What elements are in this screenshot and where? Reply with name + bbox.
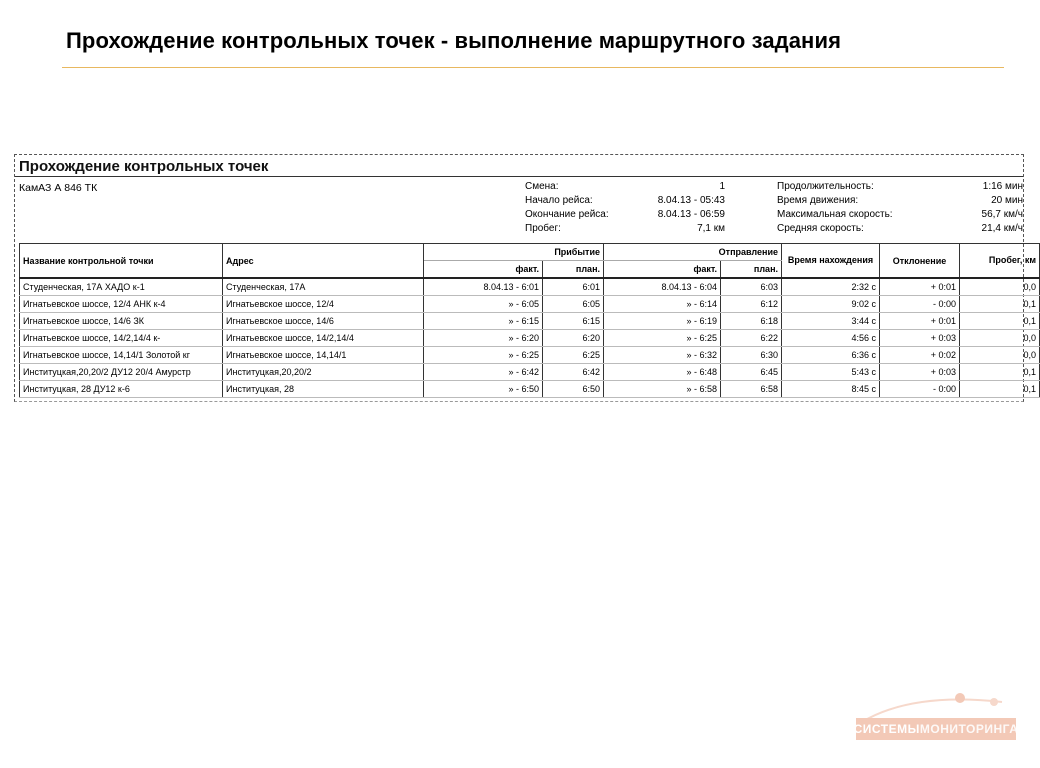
cell-stay: 3:44 с [782,313,880,330]
cell-deviation: + 0:01 [880,278,960,296]
cell-deviation: + 0:01 [880,313,960,330]
info-label: Продолжительность: [777,181,874,192]
cell-stay: 2:32 с [782,278,880,296]
cell-deviation: + 0:03 [880,364,960,381]
info-value: 1 [719,181,725,192]
cell-address: Игнатьевское шоссе, 14/6 [223,313,424,330]
cell-arrival-fact: » - 6:50 [424,381,543,398]
cell-departure-fact: » - 6:19 [604,313,721,330]
cell-mileage: 0,1 [960,381,1040,398]
logo-wordmark [853,718,1019,740]
title-divider [62,67,1004,68]
cell-name: Студенческая, 17А ХАДО к-1 [20,278,223,296]
cell-arrival-plan: 6:15 [543,313,604,330]
col-header-name: Название контрольной точки [20,244,223,279]
cell-deviation: + 0:02 [880,347,960,364]
info-row-start [525,194,725,208]
cell-departure-fact: » - 6:58 [604,381,721,398]
col-header-address: Адрес [223,244,424,279]
cell-deviation: - 0:00 [880,381,960,398]
cell-arrival-plan: 6:25 [543,347,604,364]
table-row [20,347,1040,364]
col-header-departure: Отправление [604,244,782,261]
cell-departure-plan: 6:22 [721,330,782,347]
table-row [20,364,1040,381]
cell-mileage: 0,1 [960,313,1040,330]
col-header-departure-plan: план. [721,261,782,279]
info-value: 8.04.13 - 05:43 [657,195,725,206]
cell-name: Игнатьевское шоссе, 12/4 АНК к-4 [20,296,223,313]
trip-info-right [777,180,1023,236]
cell-arrival-fact: » - 6:25 [424,347,543,364]
cell-mileage: 0,0 [960,347,1040,364]
cell-address: Студенческая, 17А [223,278,424,296]
info-value: 56,7 км/ч [981,209,1023,220]
cell-name: Институцкая, 28 ДУ12 к-6 [20,381,223,398]
cell-deviation: - 0:00 [880,296,960,313]
cell-arrival-fact: » - 6:05 [424,296,543,313]
cell-arrival-fact: 8.04.13 - 6:01 [424,278,543,296]
col-header-deviation: Отклонение [880,244,960,279]
cell-departure-fact: » - 6:25 [604,330,721,347]
cell-arrival-plan: 6:20 [543,330,604,347]
cell-arrival-fact: » - 6:15 [424,313,543,330]
cell-name: Игнатьевское шоссе, 14/2,14/4 к- [20,330,223,347]
info-row-moving-time [777,194,1023,208]
info-value: 7,1 км [697,223,725,234]
cell-stay: 8:45 с [782,381,880,398]
cell-departure-plan: 6:18 [721,313,782,330]
info-row-max-speed [777,208,1023,222]
report-title: Прохождение контрольных точек [19,158,269,175]
col-header-stay: Время нахождения [782,244,880,279]
report-title-divider [15,176,1023,177]
info-row-avg-speed [777,222,1023,236]
trip-info-left [525,180,725,236]
cell-arrival-plan: 6:50 [543,381,604,398]
info-label: Максимальная скорость: [777,209,893,220]
cell-arrival-plan: 6:05 [543,296,604,313]
info-row-end [525,208,725,222]
logo-word-2: МОНИТОРИНГА [919,722,1019,736]
info-row-duration [777,180,1023,194]
info-label: Пробег: [525,223,561,234]
cell-departure-fact: » - 6:32 [604,347,721,364]
info-value: 8.04.13 - 06:59 [657,209,725,220]
col-header-arrival-fact: факт. [424,261,543,279]
info-row-shift [525,180,725,194]
cell-stay: 9:02 с [782,296,880,313]
cell-mileage: 0,0 [960,330,1040,347]
info-label: Начало рейса: [525,195,593,206]
cell-arrival-fact: » - 6:20 [424,330,543,347]
info-value: 21,4 км/ч [981,223,1023,234]
table-row [20,381,1040,398]
cell-mileage: 0,1 [960,364,1040,381]
table-row [20,296,1040,313]
col-header-arrival-plan: план. [543,261,604,279]
cell-arrival-plan: 6:42 [543,364,604,381]
cell-departure-plan: 6:45 [721,364,782,381]
cell-stay: 6:36 с [782,347,880,364]
col-header-departure-fact: факт. [604,261,721,279]
cell-address: Институцкая,20,20/2 [223,364,424,381]
cell-departure-plan: 6:58 [721,381,782,398]
cell-address: Институцкая, 28 [223,381,424,398]
cell-departure-plan: 6:30 [721,347,782,364]
cell-arrival-fact: » - 6:42 [424,364,543,381]
table-row [20,278,1040,296]
cell-mileage: 0,1 [960,296,1040,313]
report-panel [14,154,1037,402]
vehicle-name: КамАЗ А 846 ТК [19,182,98,194]
info-row-mileage [525,222,725,236]
cell-departure-fact: » - 6:48 [604,364,721,381]
info-label: Окончание рейса: [525,209,609,220]
cell-address: Игнатьевское шоссе, 12/4 [223,296,424,313]
info-value: 20 мин [991,195,1023,206]
info-label: Время движения: [777,195,859,206]
table-body [20,278,1040,398]
cell-stay: 4:56 с [782,330,880,347]
table-row [20,330,1040,347]
cell-name: Игнатьевское шоссе, 14,14/1 Золотой кг [20,347,223,364]
cell-departure-plan: 6:12 [721,296,782,313]
slide-title: Прохождение контрольных точек - выполнение маршрутного задания [66,28,842,53]
col-header-mileage: Пробег, км [960,244,1040,279]
cell-address: Игнатьевское шоссе, 14,14/1 [223,347,424,364]
cell-mileage: 0,0 [960,278,1040,296]
cell-departure-fact: » - 6:14 [604,296,721,313]
table-header [20,244,1040,279]
cell-name: Игнатьевское шоссе, 14/6 ЗК [20,313,223,330]
logo-word-1: СИСТЕМЫ [853,722,920,736]
col-header-arrival: Прибытие [424,244,604,261]
info-label: Смена: [525,181,559,192]
info-value: 1:16 мин [982,181,1023,192]
cell-departure-plan: 6:03 [721,278,782,296]
table-row [20,313,1040,330]
company-logo [852,688,1018,758]
cell-departure-fact: 8.04.13 - 6:04 [604,278,721,296]
cell-deviation: + 0:03 [880,330,960,347]
checkpoints-table [19,243,1040,398]
info-label: Средняя скорость: [777,223,864,234]
cell-stay: 5:43 с [782,364,880,381]
cell-arrival-plan: 6:01 [543,278,604,296]
cell-address: Игнатьевское шоссе, 14/2,14/4 [223,330,424,347]
cell-name: Институцкая,20,20/2 ДУ12 20/4 Амурстр [20,364,223,381]
